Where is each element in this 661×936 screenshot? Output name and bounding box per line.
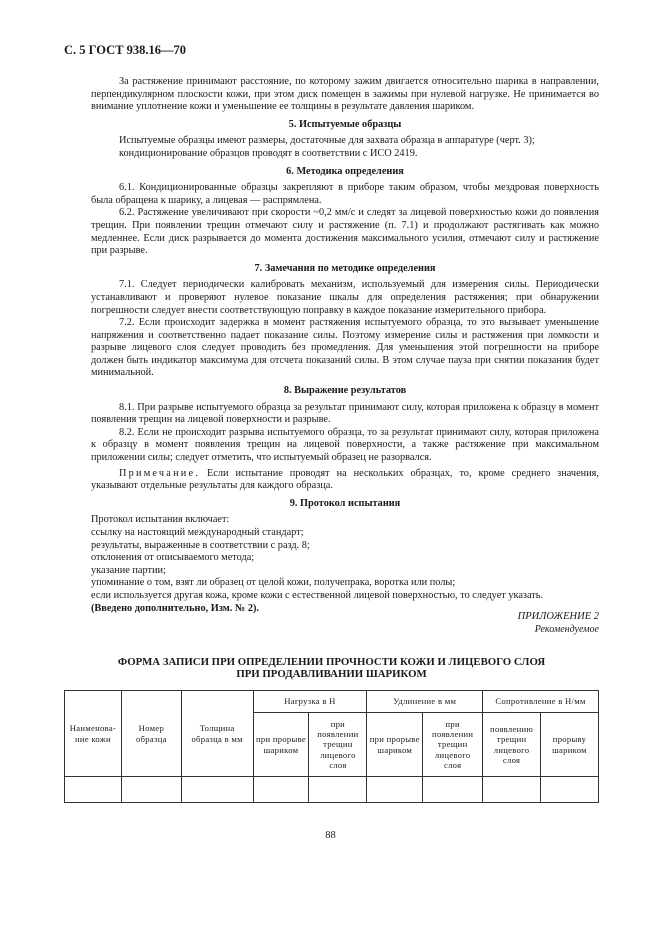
col-header-thickness: Толщина образца в мм	[181, 691, 253, 777]
form-title-line-1: ФОРМА ЗАПИСИ ПРИ ОПРЕДЕЛЕНИИ ПРОЧНОСТИ КОЖИ И ЛИЦЕВОГО СЛОЯ	[117, 656, 546, 668]
appendix-title: ПРИЛОЖЕНИЕ 2	[517, 611, 599, 622]
col-header-name: Наименова-ние кожи	[65, 691, 122, 777]
list-item: отклонения от описываемого метода;	[91, 552, 255, 564]
list-item: Протокол испытания включает:	[91, 514, 230, 526]
table-cell	[367, 777, 423, 803]
table-cell	[541, 777, 599, 803]
table-row	[65, 777, 599, 803]
section-7-p1: 7.1. Следует периодически калибровать механизм, используемый для измерения силы. Периодически устанавливают и проверяют нулевое показание шкалы для определения растяжения; при обнаружении погрешности следует внести соответствующую поправку в каждое показание измерительного прибора.	[91, 279, 599, 316]
table-cell	[309, 777, 367, 803]
section-7-title: 7. Замечания по методике определения	[254, 262, 436, 274]
col-header-resist-cracks: появлению трещин лицевого слоя	[483, 713, 541, 777]
section-8-title: 8. Выражение результатов	[283, 385, 407, 397]
form-title	[64, 656, 599, 680]
col-header-number: Номер образца	[121, 691, 181, 777]
table-cell	[423, 777, 483, 803]
list-item: результаты, выраженные в соответствии с разд. 8;	[91, 539, 310, 551]
form-title-line-2: ПРИ ПРОДАВЛИВАНИИ ШАРИКОМ	[236, 668, 427, 680]
note-text: Если испытание проводят на нескольких образцах, то, кроме среднего значения, указывают отдельные результаты для каждого образца.	[91, 467, 599, 492]
section-6-p1: 6.1. Кондиционированные образцы закрепляют в приборе таким образом, чтобы мездровая поверхность была обращена к шарику, а лицевая — распрямлена.	[91, 182, 599, 206]
group-header-resistance: Сопротивление в Н/мм	[483, 691, 599, 713]
col-header-elong-cracks: при появлении трещин лицевого слоя	[423, 713, 483, 777]
table-cell	[121, 777, 181, 803]
page-number: 88	[325, 830, 336, 841]
appendix-status: Рекомендуемое	[534, 624, 599, 635]
section-5-title: 5. Испытуемые образцы	[288, 118, 402, 130]
table-cell	[181, 777, 253, 803]
intro-paragraph: За растяжение принимают расстояние, по которому зажим двигается относительно шарика в направлении, перпендикулярном плоскости кожи, при этом диск помещен в зажимы при нулевой нагрузке. Не принимается во внимание уплотнение кожи и уменьшение ее толщины в результате давления шариком.	[91, 76, 599, 113]
section-5-p2: кондиционирование образцов проводят в соответствии с ИСО 2419.	[119, 147, 418, 159]
note-label: Примечание.	[119, 467, 201, 479]
document-body	[91, 76, 599, 615]
section-6-p2: 6.2. Растяжение увеличивают при скорости ~0,2 мм/с и следят за лицевой поверхностью кожи до появления трещин. При появлении трещин отмечают силу и растяжение (п. 7.1) и продолжают растягивать как можно медленнее. Если диск разрывается до момента достижения максимального усилия, отмечают силу и растяжение при разрыве.	[91, 207, 599, 257]
protocol-list	[91, 514, 599, 615]
col-header-load-cracks: при появлении трещин лицевого слоя	[309, 713, 367, 777]
group-header-load: Нагрузка в Н	[253, 691, 367, 713]
table-cell	[65, 777, 122, 803]
amendment-note: (Введено дополнительно, Изм. № 2).	[91, 602, 259, 614]
list-item: упоминание о том, взят ли образец от целой кожи, получепрака, воротка или полы;	[91, 577, 456, 589]
section-8-note	[91, 468, 599, 493]
page-header: С. 5 ГОСТ 938.16—70	[64, 43, 187, 57]
section-8-p1: 8.1. При разрыве испытуемого образца за результат принимают силу, которая приложена к образцу в момент появления трещин на лицевой поверхности и разрыве.	[91, 401, 599, 426]
section-7-p2: 7.2. Если происходит задержка в момент растяжения испытуемого образца, то это вызывает уменьшение напряжения и соответственно падает показание силы. Поэтому измерение силы и растяжения при ломкости и разрыве лицевого слоя следует проводить без промедления. Для уменьшения этой погрешности на приборе должен быть индикатор максимума для отсчета показаний силы. В этом случае пауза при снятии показания будет минимальной.	[91, 317, 599, 379]
table-cell	[253, 777, 309, 803]
list-item: указание партии;	[91, 564, 166, 576]
appendix-label	[518, 610, 599, 636]
record-form-table	[64, 690, 599, 803]
col-header-resist-burst: прорыву шариком	[541, 713, 599, 777]
col-header-elong-burst: при прорыве шариком	[367, 713, 423, 777]
section-5-p1: Испытуемые образцы имеют размеры, достаточные для захвата образца в аппаратуре (черт. 3);	[119, 135, 535, 147]
section-6-title: 6. Методика определения	[286, 165, 404, 177]
list-item: если используется другая кожа, кроме кожи с естественной лицевой поверхностью, то следует указать.	[91, 589, 544, 601]
section-8-p2: 8.2. Если не происходит разрыва испытуемого образца, то за результат принимают силу, которая приложена к образцу в момент появления трещин на лицевой поверхности, а также растяжение при максимальном приложении силы; следует отметить, что испытуемый образец не разорвался.	[91, 426, 599, 464]
col-header-load-burst: при прорыве шариком	[253, 713, 309, 777]
group-header-elongation: Удлинение в мм	[367, 691, 483, 713]
table-cell	[483, 777, 541, 803]
section-9-title: 9. Протокол испытания	[289, 497, 401, 509]
list-item: ссылку на настоящий международный стандарт;	[91, 527, 304, 538]
